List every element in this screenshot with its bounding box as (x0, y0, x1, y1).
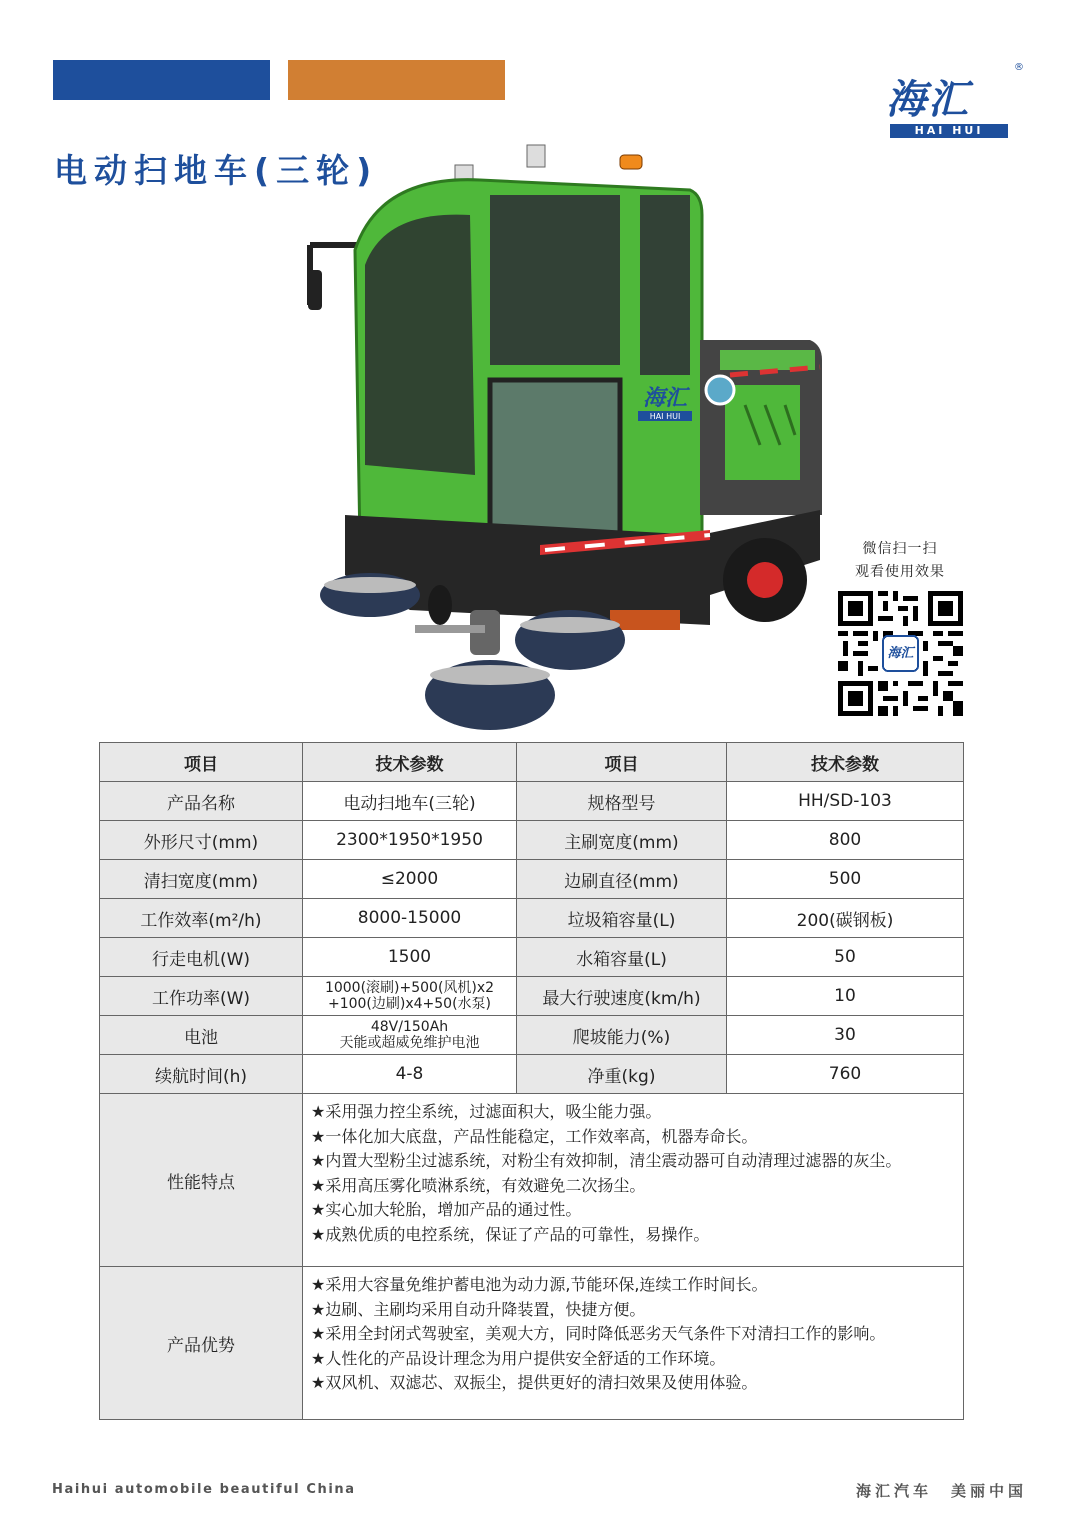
table-row (100, 899, 964, 938)
param-label: 爬坡能力(%) (517, 1016, 727, 1055)
orange-header-bar (288, 60, 505, 100)
advantage-item: ★双风机、双滤芯、双振尘，提供更好的清扫效果及使用体验。 (311, 1373, 758, 1393)
header-cell: 技术参数 (727, 743, 964, 782)
param-label: 行走电机(W) (100, 938, 303, 977)
param-label: 清扫宽度(mm) (100, 860, 303, 899)
param-value: 1500 (303, 938, 517, 977)
feature-item: ★内置大型粉尘过滤系统，对粉尘有效抑制，清尘震动器可自动清理过滤器的灰尘。 (311, 1151, 902, 1171)
table-header-row (100, 743, 964, 782)
param-label: 工作效率(m²/h) (100, 899, 303, 938)
param-value: 800 (727, 821, 964, 860)
param-value: 48V/150Ah 天能或超威免维护电池 (303, 1016, 517, 1055)
param-label: 净重(kg) (517, 1055, 727, 1094)
svg-text:HAI HUI: HAI HUI (649, 412, 681, 421)
param-value: ≤2000 (303, 860, 517, 899)
param-label: 边刷直径(mm) (517, 860, 727, 899)
brand-logo: 海汇 HAI HUI ® (886, 62, 1024, 137)
table-row (100, 938, 964, 977)
feature-item: ★采用高压雾化喷淋系统，有效避免二次扬尘。 (311, 1175, 646, 1195)
features-list (303, 1094, 964, 1267)
wechat-qr-code[interactable] (838, 591, 963, 716)
param-label: 最大行驶速度(km/h) (517, 977, 727, 1016)
advantage-item: ★人性化的产品设计理念为用户提供安全舒适的工作环境。 (311, 1348, 726, 1368)
page-title: 电动扫地车(三轮) (54, 151, 379, 190)
param-label: 续航时间(h) (100, 1055, 303, 1094)
table-row (100, 860, 964, 899)
feature-item: ★实心加大轮胎，增加产品的通过性。 (311, 1200, 582, 1220)
blue-header-bar (53, 60, 270, 100)
footer-slogan-en: Haihui automobile beautiful China (52, 1482, 356, 1497)
feature-item: ★采用强力控尘系统，过滤面积大，吸尘能力强。 (311, 1102, 662, 1121)
param-value: 1000(滚刷)+500(风机)x2 +100(边刷)x4+50(水泵) (303, 977, 517, 1016)
table-row (100, 782, 964, 821)
advantages-row (100, 1267, 964, 1420)
param-value: 30 (727, 1016, 964, 1055)
param-value: 10 (727, 977, 964, 1016)
advantages-list (303, 1267, 964, 1420)
param-value: 4-8 (303, 1055, 517, 1094)
table-row (100, 1055, 964, 1094)
param-value: 2300*1950*1950 (303, 821, 517, 860)
feature-item: ★一体化加大底盘，产品性能稳定，工作效率高，机器寿命长。 (311, 1126, 758, 1146)
param-value: 200(碳钢板) (727, 899, 964, 938)
spec-table (99, 742, 964, 1420)
qr-caption-line2: 观看使用效果 (855, 564, 945, 580)
param-value: 电动扫地车(三轮) (303, 782, 517, 821)
param-label: 规格型号 (517, 782, 727, 821)
header-cell: 项目 (517, 743, 727, 782)
param-label: 产品名称 (100, 782, 303, 821)
features-label: 性能特点 (100, 1094, 303, 1267)
header-cell: 技术参数 (303, 743, 517, 782)
table-row (100, 1016, 964, 1055)
feature-item: ★成熟优质的电控系统，保证了产品的可靠性，易操作。 (311, 1224, 710, 1244)
advantage-item: ★采用大容量免维护蓄电池为动力源,节能环保,连续工作时间长。 (311, 1275, 768, 1294)
param-value: 760 (727, 1055, 964, 1094)
sweeper-vehicle-image (290, 135, 830, 735)
features-row (100, 1094, 964, 1267)
advantage-item: ★边刷、主刷均采用自动升降装置，快捷方便。 (311, 1299, 646, 1319)
param-label: 工作功率(W) (100, 977, 303, 1016)
param-label: 外形尺寸(mm) (100, 821, 303, 860)
param-label: 主刷宽度(mm) (517, 821, 727, 860)
param-value: 50 (727, 938, 964, 977)
param-value: HH/SD-103 (727, 782, 964, 821)
param-value: 500 (727, 860, 964, 899)
param-value: 8000-15000 (303, 899, 517, 938)
advantages-label: 产品优势 (100, 1267, 303, 1420)
qr-caption-line1: 微信扫一扫 (862, 541, 938, 557)
svg-text:海汇: 海汇 (887, 646, 914, 661)
table-row (100, 821, 964, 860)
param-label: 电池 (100, 1016, 303, 1055)
param-label: 水箱容量(L) (517, 938, 727, 977)
footer-slogan-cn: 海汇汽车 美丽中国 (856, 1482, 1028, 1500)
header-cell: 项目 (100, 743, 303, 782)
advantage-item: ★采用全封闭式驾驶室，美观大方，同时降低恶劣天气条件下对清扫工作的影响。 (311, 1324, 886, 1344)
param-label: 垃圾箱容量(L) (517, 899, 727, 938)
svg-text:海汇: 海汇 (642, 386, 688, 411)
table-row (100, 977, 964, 1016)
